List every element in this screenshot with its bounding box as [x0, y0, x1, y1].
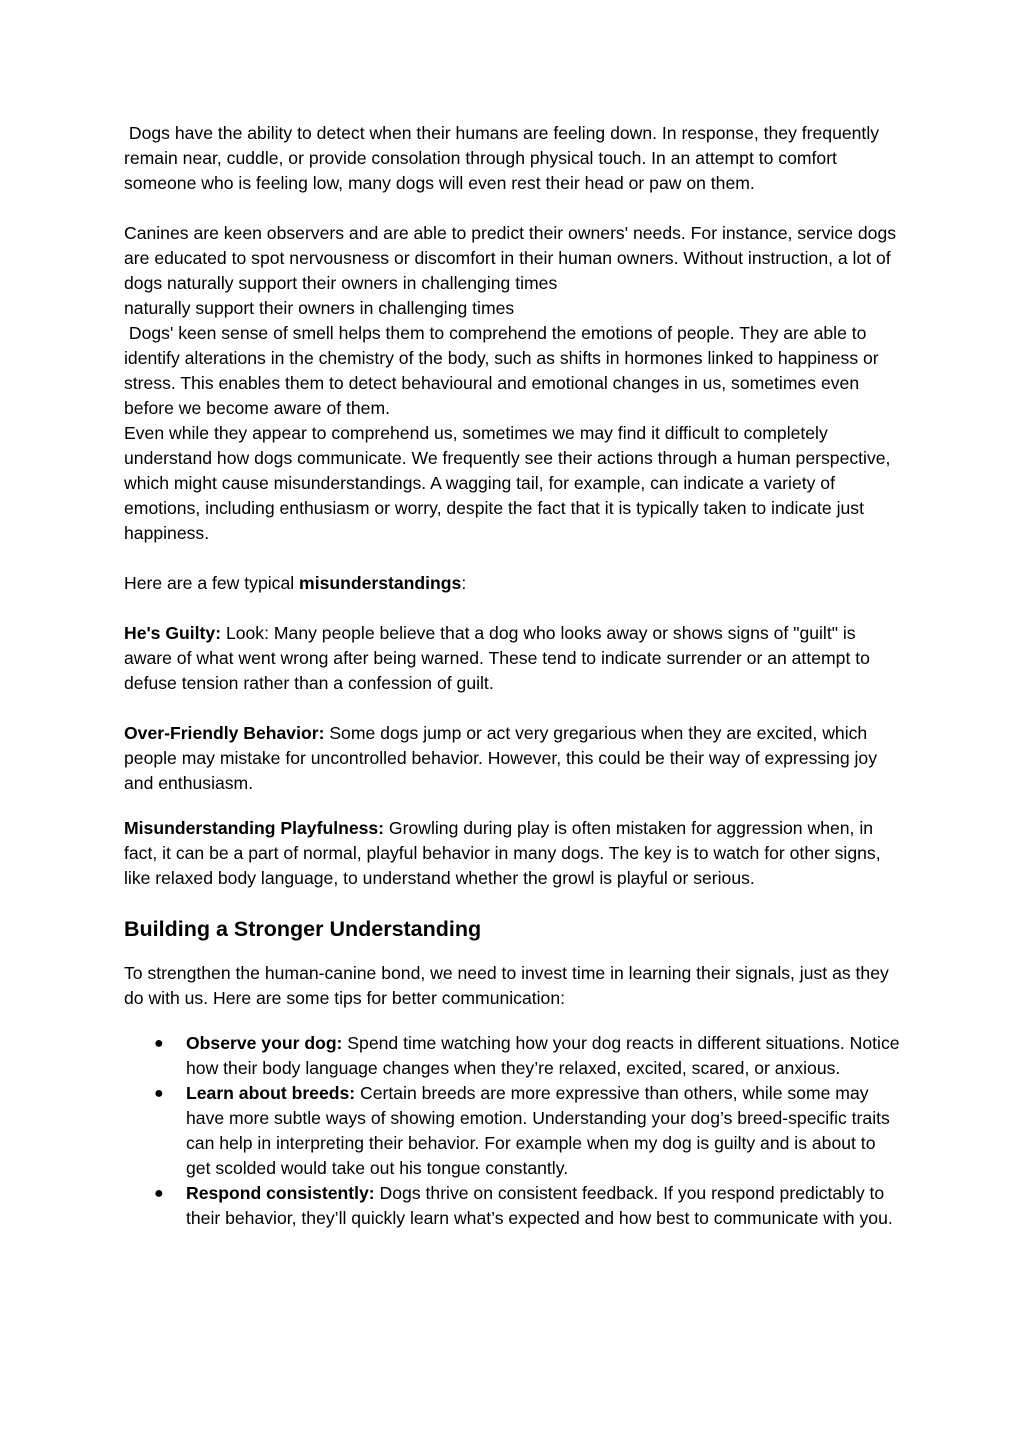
- section-intro: To strengthen the human-canine bond, we need to invest time in learning their signals, just as they do with us. Here are some tips for better communication:: [124, 963, 894, 1008]
- bullet-icon: ●: [154, 1035, 164, 1052]
- tip-title: Respond consistently:: [186, 1183, 375, 1203]
- document-page: [124, 121, 904, 1231]
- bullet-icon: ●: [154, 1085, 164, 1102]
- paragraph-canines-observers-repeat: naturally support their owners in challenging times: [124, 298, 515, 318]
- paragraph-canines-observers: Canines are keen observers and are able to predict their owners' needs. For instance, service dogs are educated to spot nervousness or discomfort in their human owners. Without instruction, a lot of dogs naturally support their owners in challenging times: [124, 223, 901, 293]
- section-heading: Building a Stronger Understanding: [124, 917, 482, 941]
- list-item: [124, 1081, 904, 1181]
- misunderstanding-title: Misunderstanding Playfulness:: [124, 818, 385, 838]
- misunderstanding-text: Look: Many people believe that a dog who looks away or shows signs of "guilt" is aware of what went wrong after being warned. These tend to indicate surrender or an attempt to defuse tension rather than a confession of guilt.: [124, 623, 875, 693]
- tip-title: Observe your dog:: [186, 1033, 343, 1053]
- misunderstanding-over-friendly: [124, 721, 904, 796]
- misunderstanding-playfulness: [124, 816, 904, 891]
- tip-title: Learn about breeds:: [186, 1083, 356, 1103]
- list-item: [124, 1181, 904, 1231]
- tips-list: [124, 1031, 904, 1231]
- misunderstandings-intro: [124, 571, 904, 596]
- tip-text: Certain breeds are more expressive than others, while some may have more subtle ways of showing emotion. Understanding your dog’s breed-specific traits can help in interpreting their behavior. For example when my dog is guilty and is about to get scolded would take out his tongue constantly.: [186, 1083, 890, 1178]
- misunderstandings-intro-after: :: [461, 573, 467, 593]
- misunderstanding-text: Some dogs jump or act very gregarious when they are excited, which people may mistake for uncontrolled behavior. However, this could be their way of expressing joy and enthusiasm.: [124, 723, 882, 793]
- tip-text: Spend time watching how your dog reacts in different situations. Notice how their body language changes when they’re relaxed, excited, scared, or anxious.: [186, 1033, 900, 1078]
- tip-text: Dogs thrive on consistent feedback. If you respond predictably to their behavior, they’ll quickly learn what’s expected and how best to communicate with you.: [186, 1183, 893, 1228]
- misunderstandings-intro-before: Here are a few typical: [124, 573, 300, 593]
- paragraph-communication: Even while they appear to comprehend us, sometimes we may find it difficult to completely understand how dogs communicate. We frequently see their actions through a human perspective, which might cause misunderstandings. A wagging tail, for example, can indicate a variety of emotions, including enthusiasm or worry, despite the fact that it is typically taken to indicate just happiness.: [124, 423, 896, 543]
- misunderstanding-title: Over-Friendly Behavior:: [124, 723, 325, 743]
- misunderstanding-guilty: [124, 621, 904, 696]
- misunderstanding-text: Growling during play is often mistaken for aggression when, in fact, it can be a part of normal, playful behavior in many dogs. The key is to watch for other signs, like relaxed body language, to understand whether the growl is playful or serious.: [124, 818, 886, 888]
- misunderstandings-intro-bold: misunderstandings: [299, 573, 462, 593]
- bullet-icon: ●: [154, 1185, 164, 1202]
- paragraph-sense-of-smell: Dogs' keen sense of smell helps them to comprehend the emotions of people. They are able to identify alterations in the chemistry of the body, such as shifts in hormones linked to happiness or stress. This enables them to detect behavioural and emotional changes in us, sometimes even before we become aware of them.: [124, 323, 884, 418]
- paragraph-dogs-detect-sadness: Dogs have the ability to detect when their humans are feeling down. In response, they frequently remain near, cuddle, or provide consolation through physical touch. In an attempt to comfort someone who is feeling low, many dogs will even rest their head or paw on them.: [124, 123, 884, 193]
- misunderstanding-title: He's Guilty:: [124, 623, 222, 643]
- list-item: [124, 1031, 904, 1081]
